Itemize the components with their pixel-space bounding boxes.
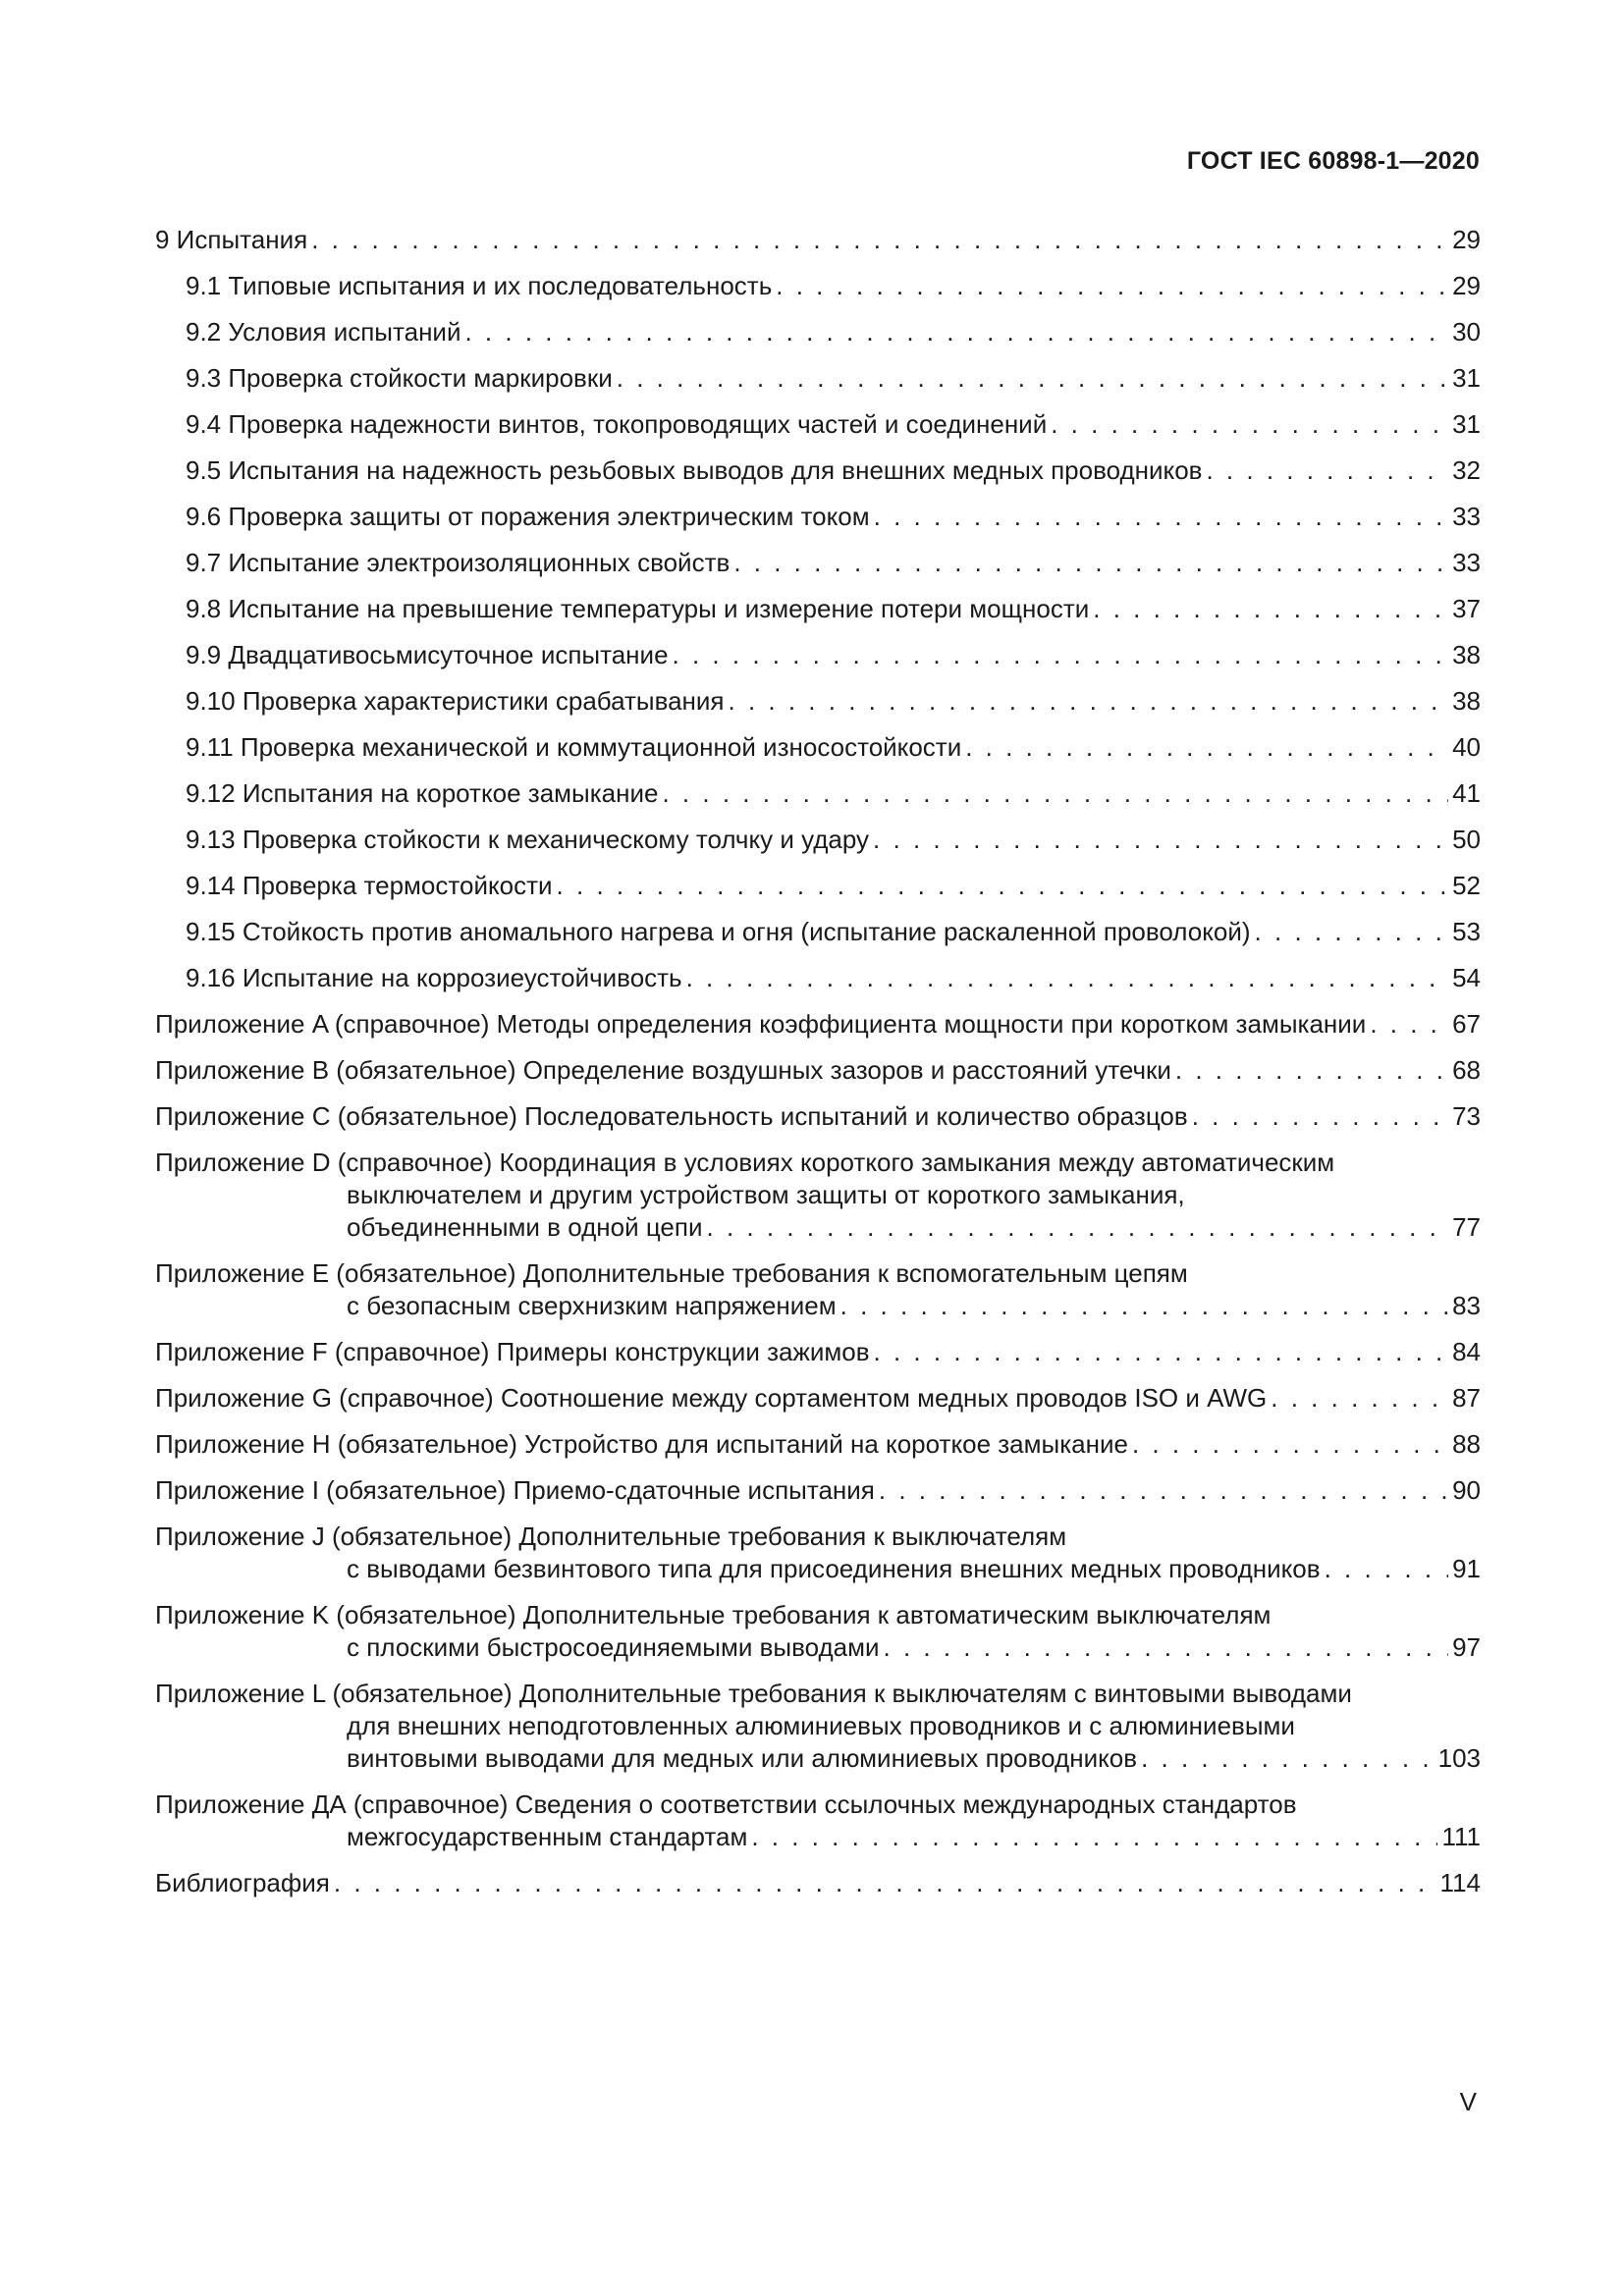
toc-entry-title-line: Приложение K (обязательное) Дополнительные требования к автоматическим выключателям	[155, 1600, 1272, 1629]
toc-page-number: 73	[1452, 1101, 1481, 1131]
toc-entry[interactable]	[155, 1789, 1481, 1853]
toc-page-number: 103	[1437, 1743, 1481, 1773]
toc-entry-title: 9.4 Проверка надежности винтов, токопроводящих частей и соединений	[186, 409, 1048, 439]
toc-dot-leader	[874, 501, 1448, 533]
toc-page-number: 41	[1452, 778, 1481, 808]
toc-dot-leader	[1206, 454, 1448, 487]
toc-dot-leader	[464, 316, 1448, 348]
toc-page-number: 31	[1452, 363, 1481, 393]
toc-dot-leader	[874, 1336, 1449, 1368]
toc-entry-row	[186, 916, 1481, 948]
toc-dot-leader	[1192, 1100, 1448, 1133]
toc-dot-leader	[662, 777, 1448, 810]
toc-entry[interactable]	[155, 1008, 1481, 1041]
toc-entry-row	[155, 224, 1481, 256]
toc-page-number: 38	[1452, 686, 1481, 716]
toc-page-number: 90	[1452, 1475, 1481, 1505]
toc-entry-row	[186, 870, 1481, 902]
toc-page-number: 30	[1452, 317, 1481, 347]
toc-entry-row	[186, 547, 1481, 579]
toc-entry-title-line: выключателем и другим устройством защиты от короткого замыкания,	[347, 1180, 1185, 1209]
toc-entry-row	[186, 316, 1481, 348]
toc-dot-leader	[1255, 916, 1449, 948]
toc-dot-leader	[1175, 1054, 1448, 1087]
toc-page-number: 40	[1452, 732, 1481, 762]
toc-entry-row	[186, 270, 1481, 302]
toc-dot-leader	[879, 1474, 1448, 1507]
toc-entry-row	[186, 685, 1481, 718]
toc-entry-title: 9.1 Типовые испытания и их последовательность	[186, 271, 773, 300]
toc-entry[interactable]	[155, 731, 1481, 764]
toc-entry-row	[155, 1290, 1481, 1322]
toc-entry-title: Приложение I (обязательное) Приемо-сдаточные испытания	[155, 1475, 875, 1505]
toc-entry-row	[155, 1428, 1481, 1461]
toc-entry-row	[186, 408, 1481, 441]
toc-entry[interactable]	[155, 1382, 1481, 1415]
toc-entry-title: с выводами безвинтового типа для присоединения внешних медных проводников	[347, 1554, 1321, 1583]
toc-dot-leader	[707, 1211, 1449, 1244]
toc-page-number: 88	[1452, 1429, 1481, 1459]
toc-entry-title: 9.8 Испытание на превышение температуры и измерение потери мощности	[186, 594, 1090, 623]
toc-entry[interactable]	[155, 1599, 1481, 1664]
toc-entry[interactable]	[155, 777, 1481, 810]
toc-page-number: 37	[1452, 594, 1481, 623]
toc-entry-row	[155, 1631, 1481, 1664]
toc-dot-leader	[557, 870, 1449, 902]
toc-entry-title: 9.3 Проверка стойкости маркировки	[186, 363, 613, 393]
toc-entry[interactable]	[155, 1428, 1481, 1461]
toc-entry[interactable]	[155, 824, 1481, 856]
toc-page-number: 97	[1452, 1632, 1481, 1662]
toc-page-number: 67	[1452, 1009, 1481, 1039]
toc-entry-row	[186, 454, 1481, 487]
toc-page-number: 114	[1439, 1868, 1481, 1897]
toc-page-number: 52	[1452, 871, 1481, 900]
toc-dot-leader	[1370, 1008, 1448, 1041]
toc-dot-leader	[873, 824, 1448, 856]
toc-page-number: 29	[1452, 271, 1481, 300]
toc-page-number: 77	[1452, 1212, 1481, 1242]
toc-entry-title-line: для внешних неподготовленных алюминиевых проводников и с алюминиевыми	[347, 1711, 1295, 1740]
toc-entry-title: 9.11 Проверка механической и коммутационной износостойкости	[186, 732, 962, 762]
toc-entry-title: 9.12 Испытания на короткое замыкание	[186, 778, 659, 808]
toc-entry-row	[186, 731, 1481, 764]
toc-dot-leader	[733, 547, 1448, 579]
toc-page-number: 31	[1452, 409, 1481, 439]
toc-entry-title-line: Приложение E (обязательное) Дополнительные требования к вспомогательным цепям	[155, 1258, 1188, 1288]
toc-entry-title: 9.7 Испытание электроизоляционных свойств	[186, 548, 731, 577]
toc-entry-title-line: Приложение J (обязательное) Дополнительные требования к выключателям	[155, 1522, 1067, 1551]
toc-entry-title: 9.10 Проверка характеристики срабатывания	[186, 686, 725, 716]
toc-dot-leader	[1325, 1553, 1448, 1585]
toc-entry-title: Приложение C (обязательное) Последовательность испытаний и количество образцов	[155, 1101, 1188, 1131]
toc-page-number: 32	[1452, 455, 1481, 485]
toc-entry-row	[186, 501, 1481, 533]
toc-entry[interactable]	[155, 1678, 1481, 1775]
toc-page-number: 83	[1452, 1291, 1481, 1320]
toc-entry[interactable]	[155, 639, 1481, 671]
toc-entry[interactable]	[155, 1867, 1481, 1899]
toc-entry[interactable]	[155, 1100, 1481, 1133]
toc-entry-row	[155, 1553, 1481, 1585]
toc-dot-leader	[1141, 1742, 1435, 1775]
toc-entry-title: 9.9 Двадцативосьмисуточное испытание	[186, 640, 669, 669]
toc-entry-title-line: Приложение L (обязательное) Дополнительные требования к выключателям с винтовыми выводами	[155, 1679, 1352, 1708]
toc-entry-title: 9 Испытания	[155, 225, 308, 254]
toc-entry-title: 9.13 Проверка стойкости к механическому толчку и удару	[186, 825, 870, 854]
toc-dot-leader	[311, 224, 1448, 256]
toc-page-number: 33	[1452, 548, 1481, 577]
toc-entry-title: Приложение H (обязательное) Устройство для испытаний на короткое замыкание	[155, 1429, 1128, 1459]
toc-entry-title: 9.2 Условия испытаний	[186, 317, 461, 347]
toc-entry-row	[155, 1100, 1481, 1133]
toc-entry-title: Приложение A (справочное) Методы определения коэффициента мощности при коротком замыкании	[155, 1009, 1367, 1039]
toc-entry-title: 9.15 Стойкость против аномального нагрева и огня (испытание раскаленной проволокой)	[186, 917, 1251, 946]
toc-dot-leader	[1093, 593, 1448, 625]
toc-page-number: 84	[1452, 1337, 1481, 1366]
toc-entry-row	[186, 777, 1481, 810]
toc-entry-title: 9.14 Проверка термостойкости	[186, 871, 553, 900]
toc-dot-leader	[1132, 1428, 1448, 1461]
toc-entry-title: 9.5 Испытания на надежность резьбовых выводов для внешних медных проводников	[186, 455, 1203, 485]
toc-entry[interactable]	[155, 593, 1481, 625]
toc-entry[interactable]	[155, 408, 1481, 441]
toc-entry-row	[155, 1867, 1481, 1899]
toc-dot-leader	[617, 362, 1448, 395]
toc-page-number: 38	[1452, 640, 1481, 669]
toc-entry-title: с плоскими быстросоединяемыми выводами	[347, 1632, 880, 1662]
toc-page-number: 111	[1441, 1822, 1481, 1851]
toc-dot-leader	[776, 270, 1448, 302]
toc-dot-leader	[673, 639, 1449, 671]
toc-entry-title: с безопасным сверхнизким напряжением	[347, 1291, 837, 1320]
toc-page-number: 91	[1452, 1554, 1481, 1583]
toc-entry-row	[186, 593, 1481, 625]
toc-entry[interactable]	[155, 316, 1481, 348]
toc-entry-title: Приложение B (обязательное) Определение воздушных зазоров и расстояний утечки	[155, 1055, 1171, 1085]
toc-entry[interactable]	[155, 685, 1481, 718]
toc-page-number: 53	[1452, 917, 1481, 946]
toc-dot-leader	[729, 685, 1449, 718]
toc-entry-title: 9.16 Испытание на коррозиеустойчивость	[186, 963, 682, 992]
toc-page-number: 33	[1452, 502, 1481, 531]
toc-page-number: 54	[1452, 963, 1481, 992]
toc-dot-leader	[1051, 408, 1448, 441]
toc-entry[interactable]	[155, 1521, 1481, 1585]
toc-entry-row	[155, 1008, 1481, 1041]
toc-entry-title: Приложение G (справочное) Соотношение между сортаментом медных проводов ISO и AWG	[155, 1383, 1268, 1413]
toc-entry[interactable]	[155, 501, 1481, 533]
toc-entry[interactable]	[155, 1147, 1481, 1244]
toc-entry-title-line: Приложение D (справочное) Координация в условиях короткого замыкания между автоматическим	[155, 1148, 1335, 1177]
table-of-contents	[155, 224, 1481, 1913]
toc-dot-leader	[751, 1821, 1437, 1853]
toc-entry-row	[186, 824, 1481, 856]
toc-page-number: 68	[1452, 1055, 1481, 1085]
toc-dot-leader	[1271, 1382, 1448, 1415]
toc-dot-leader	[965, 731, 1448, 764]
toc-entry-row	[155, 1054, 1481, 1087]
toc-dot-leader	[884, 1631, 1449, 1664]
toc-entry[interactable]	[155, 547, 1481, 579]
toc-entry[interactable]	[155, 454, 1481, 487]
toc-entry-title: объединенными в одной цепи	[347, 1212, 703, 1242]
toc-entry-title: винтовыми выводами для медных или алюминиевых проводников	[347, 1743, 1138, 1773]
toc-page-number: 87	[1452, 1383, 1481, 1413]
toc-entry-title-line: Приложение ДА (справочное) Сведения о соответствии ссылочных международных стандартов	[155, 1789, 1297, 1819]
toc-entry-row	[155, 1382, 1481, 1415]
page-number: V	[1459, 2087, 1477, 2116]
toc-entry-title: межгосударственным стандартам	[347, 1822, 748, 1851]
toc-entry[interactable]	[155, 1336, 1481, 1368]
toc-page-number: 29	[1452, 225, 1481, 254]
toc-entry[interactable]	[155, 870, 1481, 902]
toc-entry-row	[186, 362, 1481, 395]
toc-dot-leader	[334, 1867, 1436, 1899]
toc-entry[interactable]	[155, 916, 1481, 948]
toc-entry-row	[186, 962, 1481, 994]
toc-entry[interactable]	[155, 1257, 1481, 1322]
document-header: ГОСТ IEC 60898-1—2020	[1186, 147, 1480, 175]
toc-entry[interactable]	[155, 362, 1481, 395]
toc-entry-row	[155, 1742, 1481, 1775]
toc-entry-title: Приложение F (справочное) Примеры конструкции зажимов	[155, 1337, 870, 1366]
toc-entry-row	[155, 1821, 1481, 1853]
toc-entry-title: Библиография	[155, 1868, 330, 1897]
toc-entry[interactable]	[155, 1474, 1481, 1507]
toc-dot-leader	[840, 1290, 1448, 1322]
toc-entry-row	[155, 1211, 1481, 1244]
toc-entry-row	[155, 1474, 1481, 1507]
toc-entry[interactable]	[155, 962, 1481, 994]
toc-entry-title: 9.6 Проверка защиты от поражения электрическим током	[186, 502, 870, 531]
toc-entry[interactable]	[155, 270, 1481, 302]
toc-page-number: 50	[1452, 825, 1481, 854]
toc-entry-row	[186, 639, 1481, 671]
toc-dot-leader	[686, 962, 1448, 994]
toc-entry[interactable]	[155, 1054, 1481, 1087]
toc-entry[interactable]	[155, 224, 1481, 256]
toc-entry-row	[155, 1336, 1481, 1368]
